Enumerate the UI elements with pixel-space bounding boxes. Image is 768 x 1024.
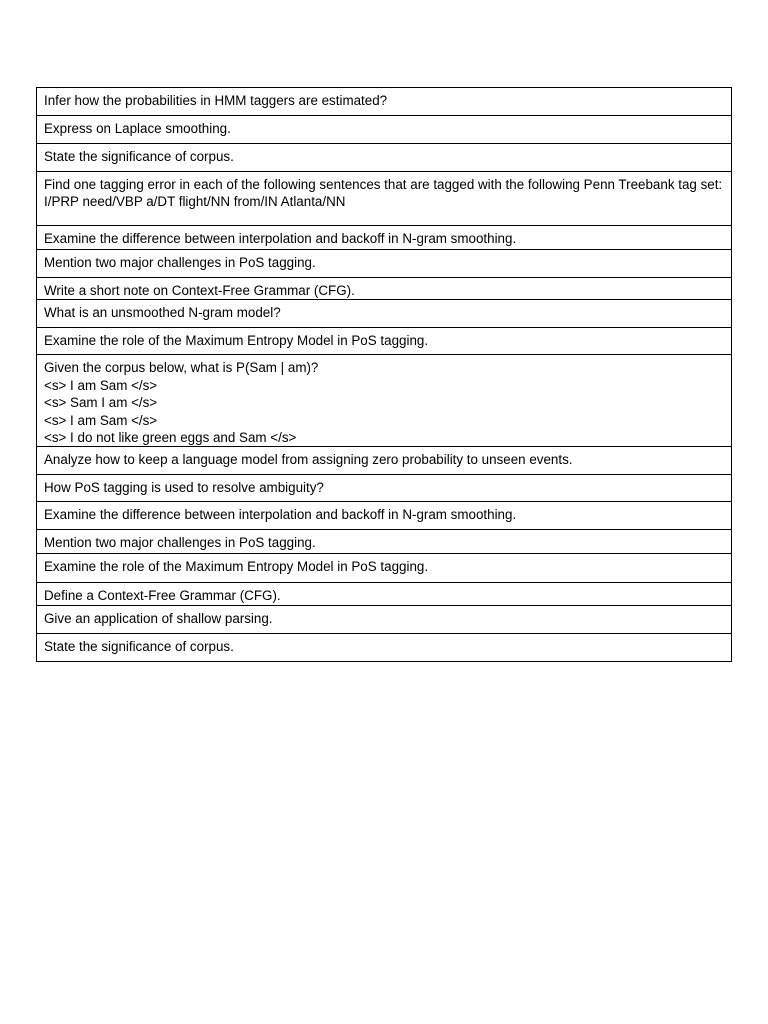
- question-text: How PoS tagging is used to resolve ambiguity?: [44, 480, 324, 496]
- question-row: [37, 502, 732, 530]
- question-cell: [37, 226, 732, 250]
- question-cell: [37, 502, 732, 530]
- question-cell: [37, 250, 732, 278]
- question-row: [37, 278, 732, 300]
- question-cell: [37, 172, 732, 226]
- question-text: Define a Context-Free Grammar (CFG).: [44, 588, 281, 604]
- question-row: [37, 605, 732, 633]
- questions-table-body: [37, 88, 732, 662]
- question-cell: [37, 300, 732, 328]
- question-text: State the significance of corpus.: [44, 638, 234, 654]
- question-text: Write a short note on Context-Free Grammar (CFG).: [44, 283, 355, 298]
- question-cell: [37, 328, 732, 355]
- question-cell: [37, 633, 732, 661]
- question-text: Analyze how to keep a language model from assigning zero probability to unseen events.: [44, 452, 573, 468]
- question-cell: [37, 475, 732, 502]
- question-text: <s> Sam I am </s>: [44, 395, 158, 411]
- question-text: Examine the role of the Maximum Entropy Model in PoS tagging.: [44, 333, 429, 349]
- question-text: Infer how the probabilities in HMM taggers are estimated?: [44, 93, 388, 108]
- question-text: Mention two major challenges in PoS tagging.: [44, 255, 316, 270]
- question-text: I/PRP need/VBP a/DT flight/NN from/IN Atlanta/NN: [44, 194, 346, 210]
- question-cell: [37, 278, 732, 300]
- question-cell: [37, 530, 732, 554]
- question-cell: [37, 88, 732, 116]
- question-text: <s> I am Sam </s>: [44, 412, 158, 428]
- question-text: Find one tagging error in each of the following sentences that are tagged with the following Penn Treebank tag set:: [44, 177, 723, 192]
- question-row: [37, 583, 732, 605]
- question-cell: [37, 583, 732, 605]
- question-row: [37, 447, 732, 475]
- question-row: [37, 144, 732, 172]
- question-row: [37, 300, 732, 328]
- question-row: [37, 250, 732, 278]
- question-cell: [37, 355, 732, 447]
- question-text: <s> I do not like green eggs and Sam </s>: [44, 430, 297, 446]
- question-text: Mention two major challenges in PoS tagging.: [44, 535, 316, 551]
- question-row: [37, 355, 732, 447]
- question-cell: [37, 144, 732, 172]
- questions-table: [36, 87, 732, 662]
- question-text: Examine the difference between interpolation and backoff in N-gram smoothing.: [44, 507, 517, 523]
- question-row: [37, 328, 732, 355]
- question-cell: [37, 447, 732, 475]
- question-row: [37, 88, 732, 116]
- question-row: [37, 226, 732, 250]
- question-text: Examine the role of the Maximum Entropy Model in PoS tagging.: [44, 559, 429, 575]
- question-text: What is an unsmoothed N-gram model?: [44, 305, 281, 321]
- question-row: [37, 475, 732, 502]
- question-row: [37, 633, 732, 661]
- question-text: Given the corpus below, what is P(Sam | am)?: [44, 360, 319, 376]
- question-row: [37, 116, 732, 144]
- question-text: Give an application of shallow parsing.: [44, 610, 273, 626]
- question-row: [37, 554, 732, 583]
- question-text: Express on Laplace smoothing.: [44, 121, 231, 136]
- question-text: <s> I am Sam </s>: [44, 377, 158, 393]
- question-cell: [37, 605, 732, 633]
- question-text: State the significance of corpus.: [44, 149, 234, 164]
- question-row: [37, 530, 732, 554]
- question-cell: [37, 554, 732, 583]
- question-row: [37, 172, 732, 226]
- question-text: Examine the difference between interpolation and backoff in N-gram smoothing.: [44, 231, 517, 246]
- question-cell: [37, 116, 732, 144]
